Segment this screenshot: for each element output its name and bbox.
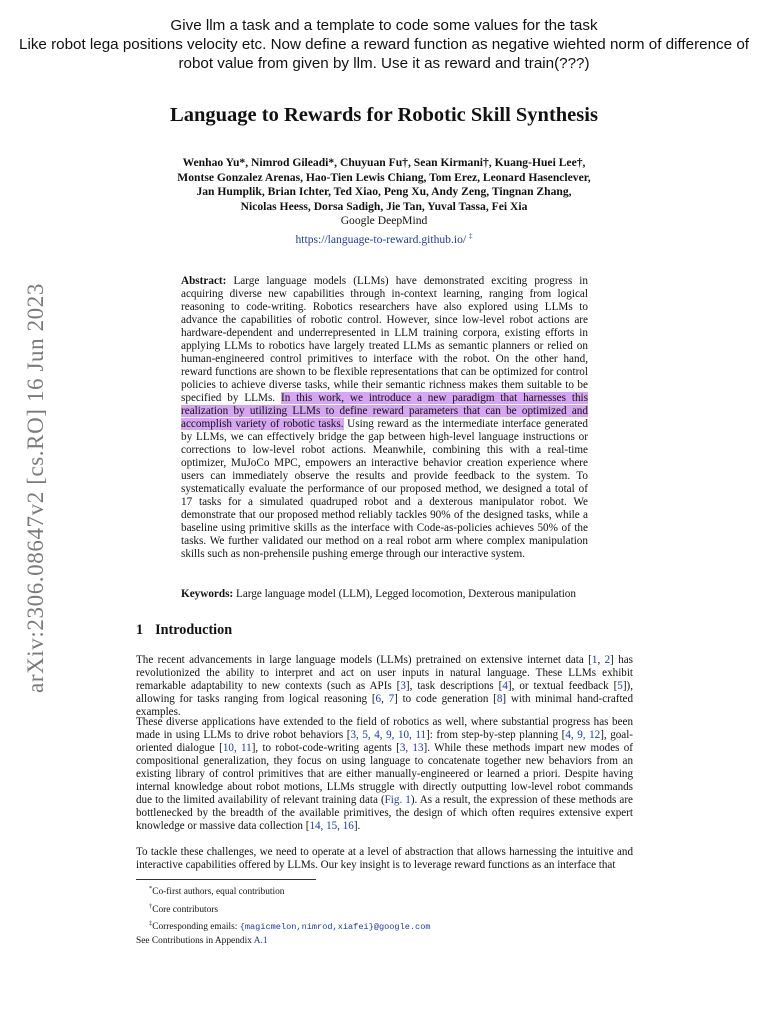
section-number: 1 [136, 622, 144, 638]
section-title: Introduction [155, 622, 233, 638]
text-run: To tackle these challenges, we need to operate at a level of abstraction that allows harnessing the intuitive and interactive capabilities offered by LLMs. Our key insight is to leverage reward functions as an interface that [136, 846, 633, 871]
abstract-label: Abstract: [181, 275, 227, 287]
arxiv-identifier-stamp: arXiv:2306.08647v2 [cs.RO] 16 Jun 2023 [23, 283, 48, 693]
citation-link[interactable]: 7 [388, 693, 395, 705]
intro-paragraph-3 [136, 846, 633, 872]
text-run: These diverse applications have extended to the field of robotics as well, where substantial progress has been made in using LLMs to drive robot behaviors [ [136, 716, 633, 741]
citation-link[interactable]: 5 [617, 680, 623, 692]
keywords-label: Keywords: [181, 588, 234, 600]
affiliation: Google DeepMind [340, 214, 428, 228]
text-run: , [597, 654, 605, 666]
authors-line-4: Nicolas Heess, Dorsa Sadigh, Jie Tan, Yuval Tassa, Fei Xia [240, 199, 528, 213]
project-url-footnote-mark: ‡ [469, 231, 473, 240]
footnote-3 [136, 917, 636, 935]
citation-links[interactable]: 14, 15, 16 [309, 820, 354, 832]
text-run: The recent advancements in large language models (LLMs) pretrained on extensive internet data [ [136, 654, 592, 666]
section-heading-introduction [136, 622, 232, 639]
citation-link[interactable]: 6 [375, 693, 382, 705]
footnote-text: See Contributions in Appendix [136, 936, 254, 947]
annotation-note [0, 16, 768, 73]
citation-links[interactable]: 10, 11 [222, 742, 252, 754]
citation-link[interactable]: 2 [604, 654, 611, 666]
appendix-reference-link[interactable]: A.1 [253, 936, 268, 947]
keywords-text: Large language model (LLM), Legged locomotion, Dexterous manipulation [236, 588, 576, 600]
intro-paragraph-2 [136, 716, 633, 833]
footnote-text: Corresponding emails: [152, 922, 240, 933]
footnote-mark: † [149, 902, 153, 910]
text-run: ] to code generation [ [394, 693, 497, 705]
keywords [181, 588, 601, 601]
abstract [181, 275, 588, 561]
authors-line-3: Jan Humplik, Brian Ichter, Ted Xiao, Peng Xu, Andy Zeng, Tingnan Zhang, [196, 185, 572, 199]
footnote-2 [136, 900, 636, 918]
text-run: ] has revolutionized the ability to interpret and act on user inputs in natural language. These LLMs exhibit remarkable adaptability to new contexts (such as APIs [ [136, 654, 633, 692]
footnote-1 [136, 882, 636, 900]
footnote-text: Co-first authors, equal contribution [152, 887, 285, 898]
text-run: ], goal-oriented dialogue [ [136, 729, 633, 754]
text-run: ]. [353, 820, 361, 832]
citation-links[interactable]: 3, 5, 4, 9, 10, 11 [350, 729, 427, 741]
text-run: ]), allowing for tasks ranging from logical reasoning [ [136, 680, 634, 705]
footnote-text: Core contributors [152, 904, 219, 915]
text-run: , [381, 693, 389, 705]
text-run: ]. While these methods impart new modes of compositional generalization, they focus on using language to concatenate together new behaviors from an existing library of control primitives that are either manually-engineered or learned a priori. Despite having internal knowledge about robot motions, LLMs struggle with directly outputting low-level robot commands due to the limited availability of relevant training data ( [136, 742, 634, 806]
annotation-line-2: Like robot lega positions velocity etc. Now define a reward function as negative wiehted norm of difference of [19, 36, 749, 53]
footnote-contributions [136, 935, 636, 949]
text-run: ], task descriptions [ [405, 680, 503, 692]
citation-links[interactable]: 3, 13 [399, 742, 424, 754]
intro-paragraph-1 [136, 654, 633, 719]
annotation-line-1: Give llm a task and a template to code some values for the task [170, 17, 598, 34]
abstract-highlighted-sentence: In this work, we introduce a new paradigm that harnesses this realization by utilizing LLMs to define reward parameters that can be optimized and accomplish variety of robotic tasks. [181, 392, 588, 430]
footnote-mark: ‡ [149, 920, 153, 928]
citation-link[interactable]: 3 [400, 680, 406, 692]
annotation-line-3: robot value from given by llm. Use it as reward and train(???) [178, 55, 590, 72]
text-run: ] with minimal hand-crafted examples. [136, 693, 634, 718]
project-url-link[interactable]: https://language-to-reward.github.io/ [295, 232, 467, 246]
citation-link[interactable]: 4 [502, 680, 508, 692]
abstract-text-after-highlight: Using reward as the intermediate interface generated by LLMs, we can effectively bridge the gap between high-level language instructions or corrections to low-level robot actions. Meanwhile, combining this with a real-time optimizer, MuJoCo MPC, empowers an interactive behavior creation experience where users can immediately observe the results and provide feedback to the system. To systematically evaluate the performance of our proposed method, we designed a total of 17 tasks for a simulated quadruped robot and a dexterous manipulator robot. We demonstrate that our proposed method reliably tackles 90% of the designed tasks, while a baseline using primitive skills as the interface with Code-as-policies achieves 50% of the tasks. We further validated our method on a real robot arm where complex manipulation skills such as non-prehensile pushing emerge through our interactive system. [181, 418, 588, 560]
text-run: ]: from step-by-step planning [ [426, 729, 566, 741]
figure-reference-link[interactable]: Fig. 1 [384, 794, 411, 806]
abstract-text-before-highlight: Large language models (LLMs) have demonstrated exciting progress in acquiring diverse new capabilities through in-context learning, ranging from logical reasoning to code-writing. Robotics researchers have also explored using LLMs to advance the capabilities of robotic control. However, since low-level robot actions are hardware-dependent and underrepresented in LLM training corpora, existing efforts in applying LLMs to robotics have largely treated LLMs as semantic planners or relied on human-engineered control primitives to interface with the robot. On the other hand, reward functions are shown to be flexible representations that can be optimized for control policies to achieve diverse tasks, while their semantic richness makes them suitable to be specified by LLMs. [181, 275, 589, 404]
authors-line-2: Montse Gonzalez Arenas, Hao-Tien Lewis Chiang, Tom Erez, Leonard Hasenclever, [177, 170, 591, 184]
text-run: ], or textual feedback [ [507, 680, 618, 692]
text-run: ], to robot-code-writing agents [ [251, 742, 400, 754]
citation-link[interactable]: 8 [496, 693, 503, 705]
footnotes [136, 882, 636, 949]
text-run: ). As a result, the expression of these methods are bottlenecked by the breadth of the available primitives, the design of which often requires extensive expert knowledge or massive data collection [ [136, 794, 633, 832]
paper-title: Language to Rewards for Robotic Skill Synthesis [170, 104, 598, 126]
authors-line-1: Wenhao Yu*, Nimrod Gileadi*, Chuyuan Fu†, Sean Kirmani†, Kuang-Huei Lee†, [182, 156, 586, 169]
citation-links[interactable]: 4, 9, 12 [565, 729, 601, 741]
contact-emails-link[interactable]: {magicmelon,nimrod,xiafei}@google.com [239, 922, 431, 933]
footnote-divider [136, 879, 316, 880]
author-block [0, 156, 768, 247]
footnote-mark: * [149, 885, 153, 892]
citation-link[interactable]: 1 [591, 654, 598, 666]
